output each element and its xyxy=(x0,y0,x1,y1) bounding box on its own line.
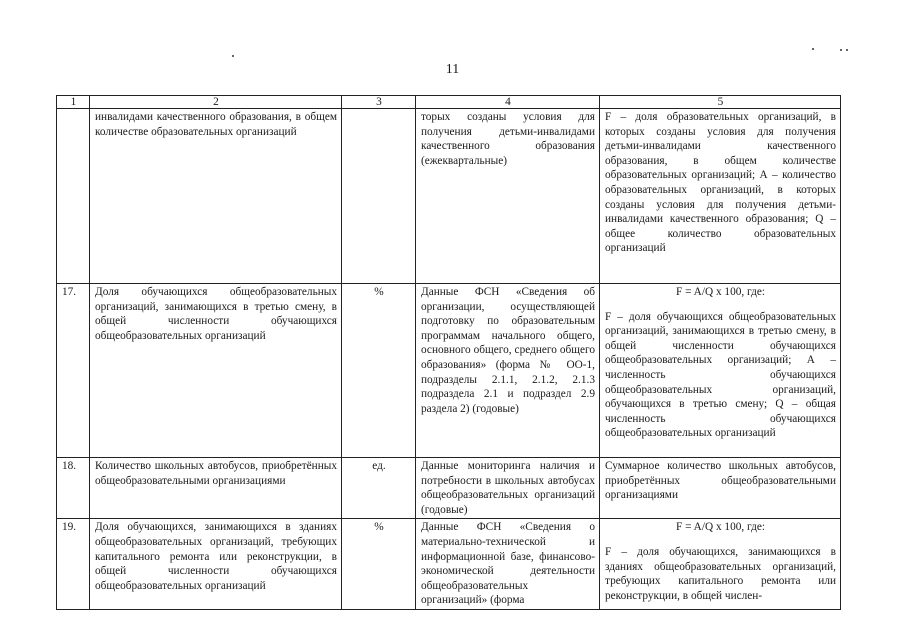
table-row xyxy=(57,109,841,284)
method-cell xyxy=(600,284,841,458)
header-cell: 3 xyxy=(342,96,416,109)
row-number: 19. xyxy=(57,519,90,610)
header-cell: 1 xyxy=(57,96,90,109)
row-number: 17. xyxy=(57,284,90,458)
unit-cell: % xyxy=(342,519,416,610)
indicator-cell: Доля обучающихся, занимающихся в зданиях общеобразовательных организаций, требующих капитального ремонта или реконструкции, в общей численности обучающихся общеобразовательных организаций xyxy=(90,519,342,610)
indicator-cell: инвалидами качественного образования, в общем количестве образовательных организаций xyxy=(90,109,342,284)
indicators-table xyxy=(56,95,841,610)
method-cell xyxy=(600,458,841,519)
spacer xyxy=(605,300,836,310)
table-row xyxy=(57,458,841,519)
indicator-cell: Количество школьных автобусов, приобретённых общеобразовательными организациями xyxy=(90,458,342,519)
method-cell xyxy=(600,519,841,610)
method-text: F – доля обучающихся, занимающихся в зданиях общеобразовательных организаций, требующих капитального ремонта или реконструкции, в общей числен- xyxy=(605,545,836,602)
scan-speck xyxy=(812,48,814,50)
row-number: 18. xyxy=(57,458,90,519)
unit-cell xyxy=(342,109,416,284)
scan-speck xyxy=(232,55,234,57)
table-header-row xyxy=(57,96,841,109)
page-number: 11 xyxy=(445,62,460,77)
spacer xyxy=(605,535,836,545)
row-number xyxy=(57,109,90,284)
method-formula: F = A/Q x 100, где: xyxy=(676,286,765,298)
header-cell: 2 xyxy=(90,96,342,109)
scan-speck xyxy=(840,49,842,51)
table-row xyxy=(57,284,841,458)
header-cell: 4 xyxy=(416,96,600,109)
unit-cell: % xyxy=(342,284,416,458)
method-text: F – доля обучающихся общеобразовательных организаций, занимающихся в третью смену, в общей численности обучающихся общеобразовательных организаций; А – численность обучающихся общеобразовательных организаций, обучающихся в третью смену; Q – общая численность обучающихся общеобразовательных организаций xyxy=(605,310,836,440)
method-formula: F = A/Q x 100, где: xyxy=(676,521,765,534)
indicator-cell: Доля обучающихся общеобразовательных организаций, занимающихся в третью смену, в общей численности обучающихся общеобразовательных организаций xyxy=(90,284,342,458)
source-cell: Данные ФСН «Сведения о материально-технической и информационной базе, финансово-экономической деятельности общеобразовательных организаций» (форма xyxy=(416,519,600,610)
source-cell: Данные ФСН «Сведения об организации, осуществляющей подготовку по образовательным программам начального общего, основного общего, среднего общего образования» (форма № ОО-1, подразделы 2.1.1, 2.1.2, 2.1.3 подраздела 2.1 и подраздел 2.9 раздела 2) (годовые) xyxy=(416,284,600,458)
method-text: F – доля образовательных организаций, в которых созданы условия для получения детьми-инвалидами качественного образования, в общем количестве образовательных организаций; А – количество образовательных организаций, в которых созданы условия для получения детьми-инвалидами качественного образования; Q – общее количество образовательных организаций xyxy=(605,111,836,255)
table-row xyxy=(57,519,841,610)
source-cell: Данные мониторинга наличия и потребности в школьных автобусах общеобразовательных организаций (годовые) xyxy=(416,458,600,519)
header-cell: 5 xyxy=(600,96,841,109)
source-cell: торых созданы условия для получения детьми-инвалидами качественного образования (ежеквартальные) xyxy=(416,109,600,284)
method-cell xyxy=(600,109,841,284)
unit-cell: ед. xyxy=(342,458,416,519)
scan-speck xyxy=(846,49,848,51)
method-text: Суммарное количество школьных автобусов, приобретённых общеобразовательными организациями xyxy=(605,460,836,502)
